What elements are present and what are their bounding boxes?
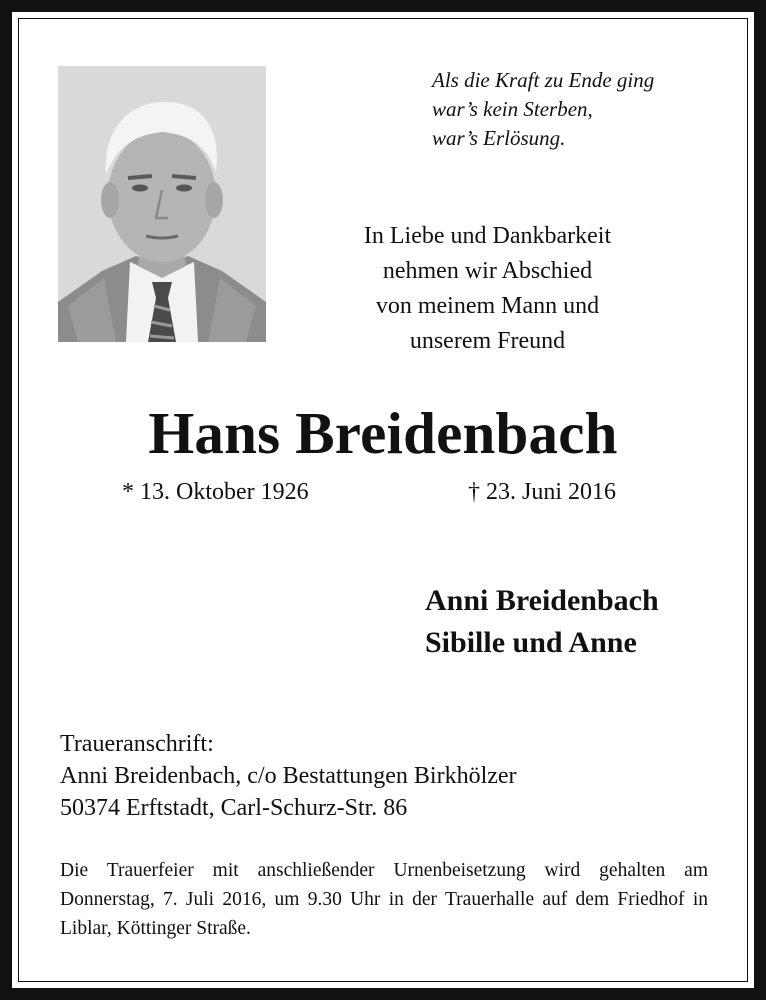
birth-date: * 13. Oktober 1926: [122, 479, 309, 505]
deceased-name: Hans Breidenbach: [148, 400, 618, 466]
mourner-line: Anni Breidenbach: [425, 584, 659, 617]
portrait-photo: [58, 66, 266, 342]
motto-line: war’s Erlösung.: [432, 126, 566, 150]
farewell-text: [300, 219, 675, 359]
motto-line: Als die Kraft zu Ende ging: [432, 68, 655, 92]
portrait-illustration: [58, 66, 266, 342]
mourner-line: Sibille und Anne: [425, 626, 637, 659]
funeral-notice: Die Trauerfeier mit anschließender Urnenbeisetzung wird gehalten am Donnerstag, 7. Juli 2016, um 9.30 Uhr in der Trauerhalle auf dem Friedhof in Liblar, Köttinger Straße.: [60, 860, 708, 939]
farewell-line: unserem Freund: [409, 328, 566, 354]
death-date: † 23. Juni 2016: [468, 479, 617, 505]
motto-line: war’s kein Sterben,: [432, 97, 593, 121]
farewell-line: In Liebe und Dankbarkeit: [363, 223, 612, 249]
motto-verse: [432, 66, 654, 153]
address-line-1: Anni Breidenbach, c/o Bestattungen Birkhölzer: [60, 763, 517, 789]
farewell-line: nehmen wir Abschied: [382, 258, 593, 284]
address-line-2: 50374 Erftstadt, Carl-Schurz-Str. 86: [60, 795, 408, 821]
farewell-line: von meinem Mann und: [375, 293, 600, 319]
mourning-address: [60, 728, 517, 824]
mourners-list: [425, 580, 659, 664]
address-label: Traueranschrift:: [60, 731, 214, 757]
